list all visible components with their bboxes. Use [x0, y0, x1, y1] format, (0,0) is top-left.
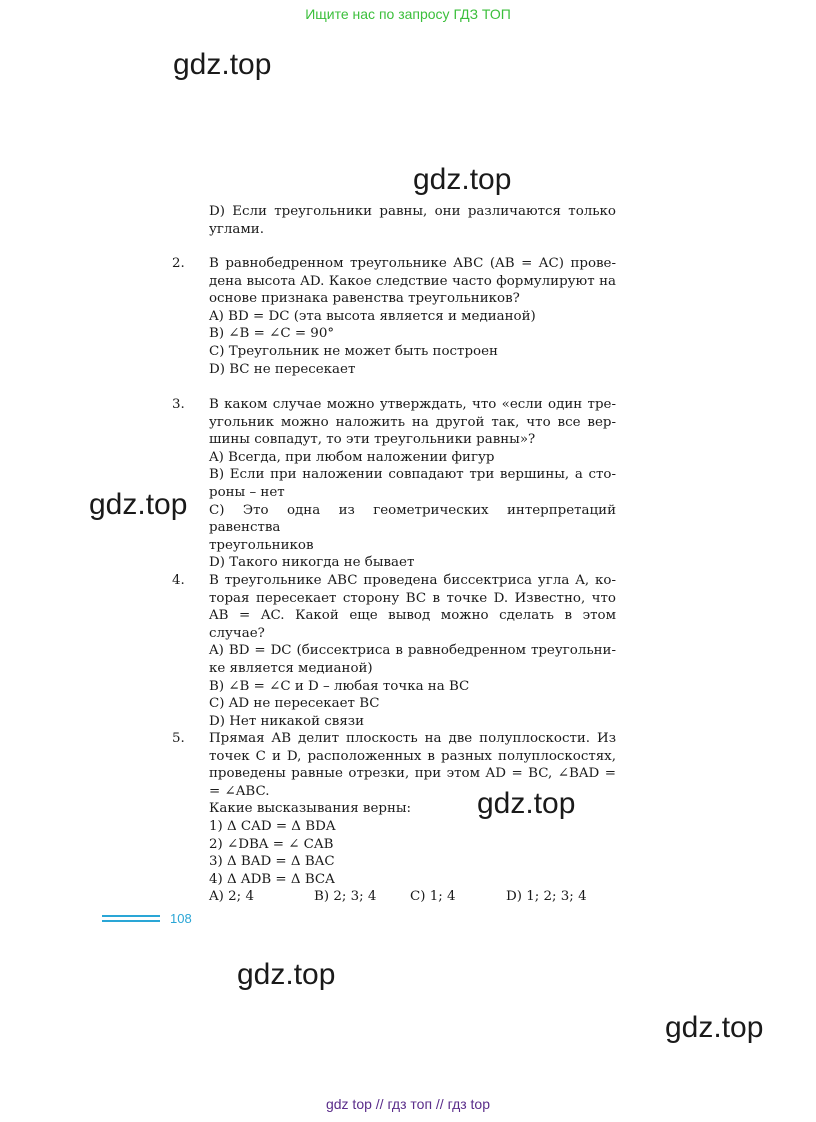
option-d: D) Нет никакой связи: [209, 713, 365, 729]
option-a: A) BD = DC (биссектриса в равнобедренном треугольни-: [209, 643, 616, 659]
option-c: C) Это одна из геометрических интерпретаций равенства: [209, 502, 616, 536]
answer-c: C) 1; 4: [410, 889, 456, 905]
text-line: AB = AC. Какой еще вывод можно сделать в этом случае?: [209, 608, 616, 641]
answer-options: [209, 888, 616, 906]
text-line: D) Если треугольники равны, они различаются только: [209, 204, 616, 219]
page-number: 108: [170, 911, 192, 926]
question-5: [172, 730, 616, 906]
option-c: C) AD не пересекает BC: [209, 696, 380, 712]
watermark: gdz.top: [173, 48, 272, 81]
text-line: углами.: [209, 221, 264, 237]
text-line: = ∠ABC.: [209, 783, 270, 799]
question-number: 2.: [172, 256, 185, 271]
question-3: [172, 396, 616, 572]
answer-d: D) 1; 2; 3; 4: [506, 889, 587, 905]
text-line: проведены равные отрезки, при этом AD = BC, ∠BAD =: [209, 766, 616, 782]
bottom-banner[interactable]: gdz top // гдз топ // гдз top: [325, 1096, 491, 1112]
option-b: B) Если при наложении совпадают три вершины, а сто-: [209, 467, 616, 483]
question-number: 4.: [172, 573, 185, 588]
option-d: D) Такого никогда не бывает: [209, 555, 415, 571]
text-line: Прямая AB делит плоскость на две полуплоскости. Из: [209, 731, 616, 746]
watermark: gdz.top: [665, 1011, 764, 1044]
prev-item: [172, 203, 616, 238]
text-line: В равнобедренном треугольнике ABC (AB = AC) прове-: [209, 256, 616, 271]
text-line: шины совпадут, то эти треугольники равны»?: [209, 432, 536, 448]
text-line: точек C и D, расположенных в разных полуплоскостях,: [209, 748, 616, 764]
option-c: C) Треугольник не может быть построен: [209, 343, 498, 359]
option-a-cont: ке является медианой): [209, 660, 373, 676]
question-2: [172, 255, 616, 378]
question-4: [172, 572, 616, 730]
watermark: gdz.top: [89, 488, 188, 521]
option-c-cont: треугольников: [209, 537, 314, 553]
text-line: угольник можно наложить на другой так, что все вер-: [209, 414, 616, 430]
page-number-decoration: [102, 915, 160, 925]
text-line: дена высота AD. Какое следствие часто формулируют на: [209, 273, 616, 289]
statement-4: 4) Δ ADB = Δ BCA: [209, 871, 335, 887]
text-line: В треугольнике ABC проведена биссектриса угла A, ко-: [209, 573, 616, 588]
answer-b: B) 2; 3; 4: [314, 889, 377, 905]
question-number: 3.: [172, 397, 185, 412]
statement-2: 2) ∠DBA = ∠ CAB: [209, 836, 334, 852]
watermark: gdz.top: [237, 958, 336, 991]
statement-3: 3) Δ BAD = Δ BAC: [209, 854, 335, 870]
option-b-cont: роны – нет: [209, 484, 285, 500]
text-line: Какие высказывания верны:: [209, 801, 412, 817]
question-number: 5.: [172, 731, 185, 746]
text-line: основе признака равенства треугольников?: [209, 291, 520, 307]
text-line: торая пересекает сторону BC в точке D. Известно, что: [209, 590, 616, 606]
option-b: B) ∠B = ∠C и D – любая точка на BC: [209, 678, 470, 694]
statement-1: 1) Δ CAD = Δ BDA: [209, 818, 336, 834]
answer-a: A) 2; 4: [209, 889, 254, 905]
option-b: B) ∠B = ∠C = 90°: [209, 326, 335, 342]
option-a: A) Всегда, при любом наложении фигур: [209, 449, 495, 465]
option-d: D) BC не пересекает: [209, 361, 356, 377]
text-line: В каком случае можно утверждать, что «если один тре-: [209, 397, 616, 412]
watermark: gdz.top: [413, 163, 512, 196]
option-a: A) BD = DC (эта высота является и медианой): [209, 308, 536, 324]
top-banner[interactable]: Ищите нас по запросу ГДЗ ТОП: [305, 6, 511, 22]
watermark: gdz.top: [477, 787, 576, 820]
